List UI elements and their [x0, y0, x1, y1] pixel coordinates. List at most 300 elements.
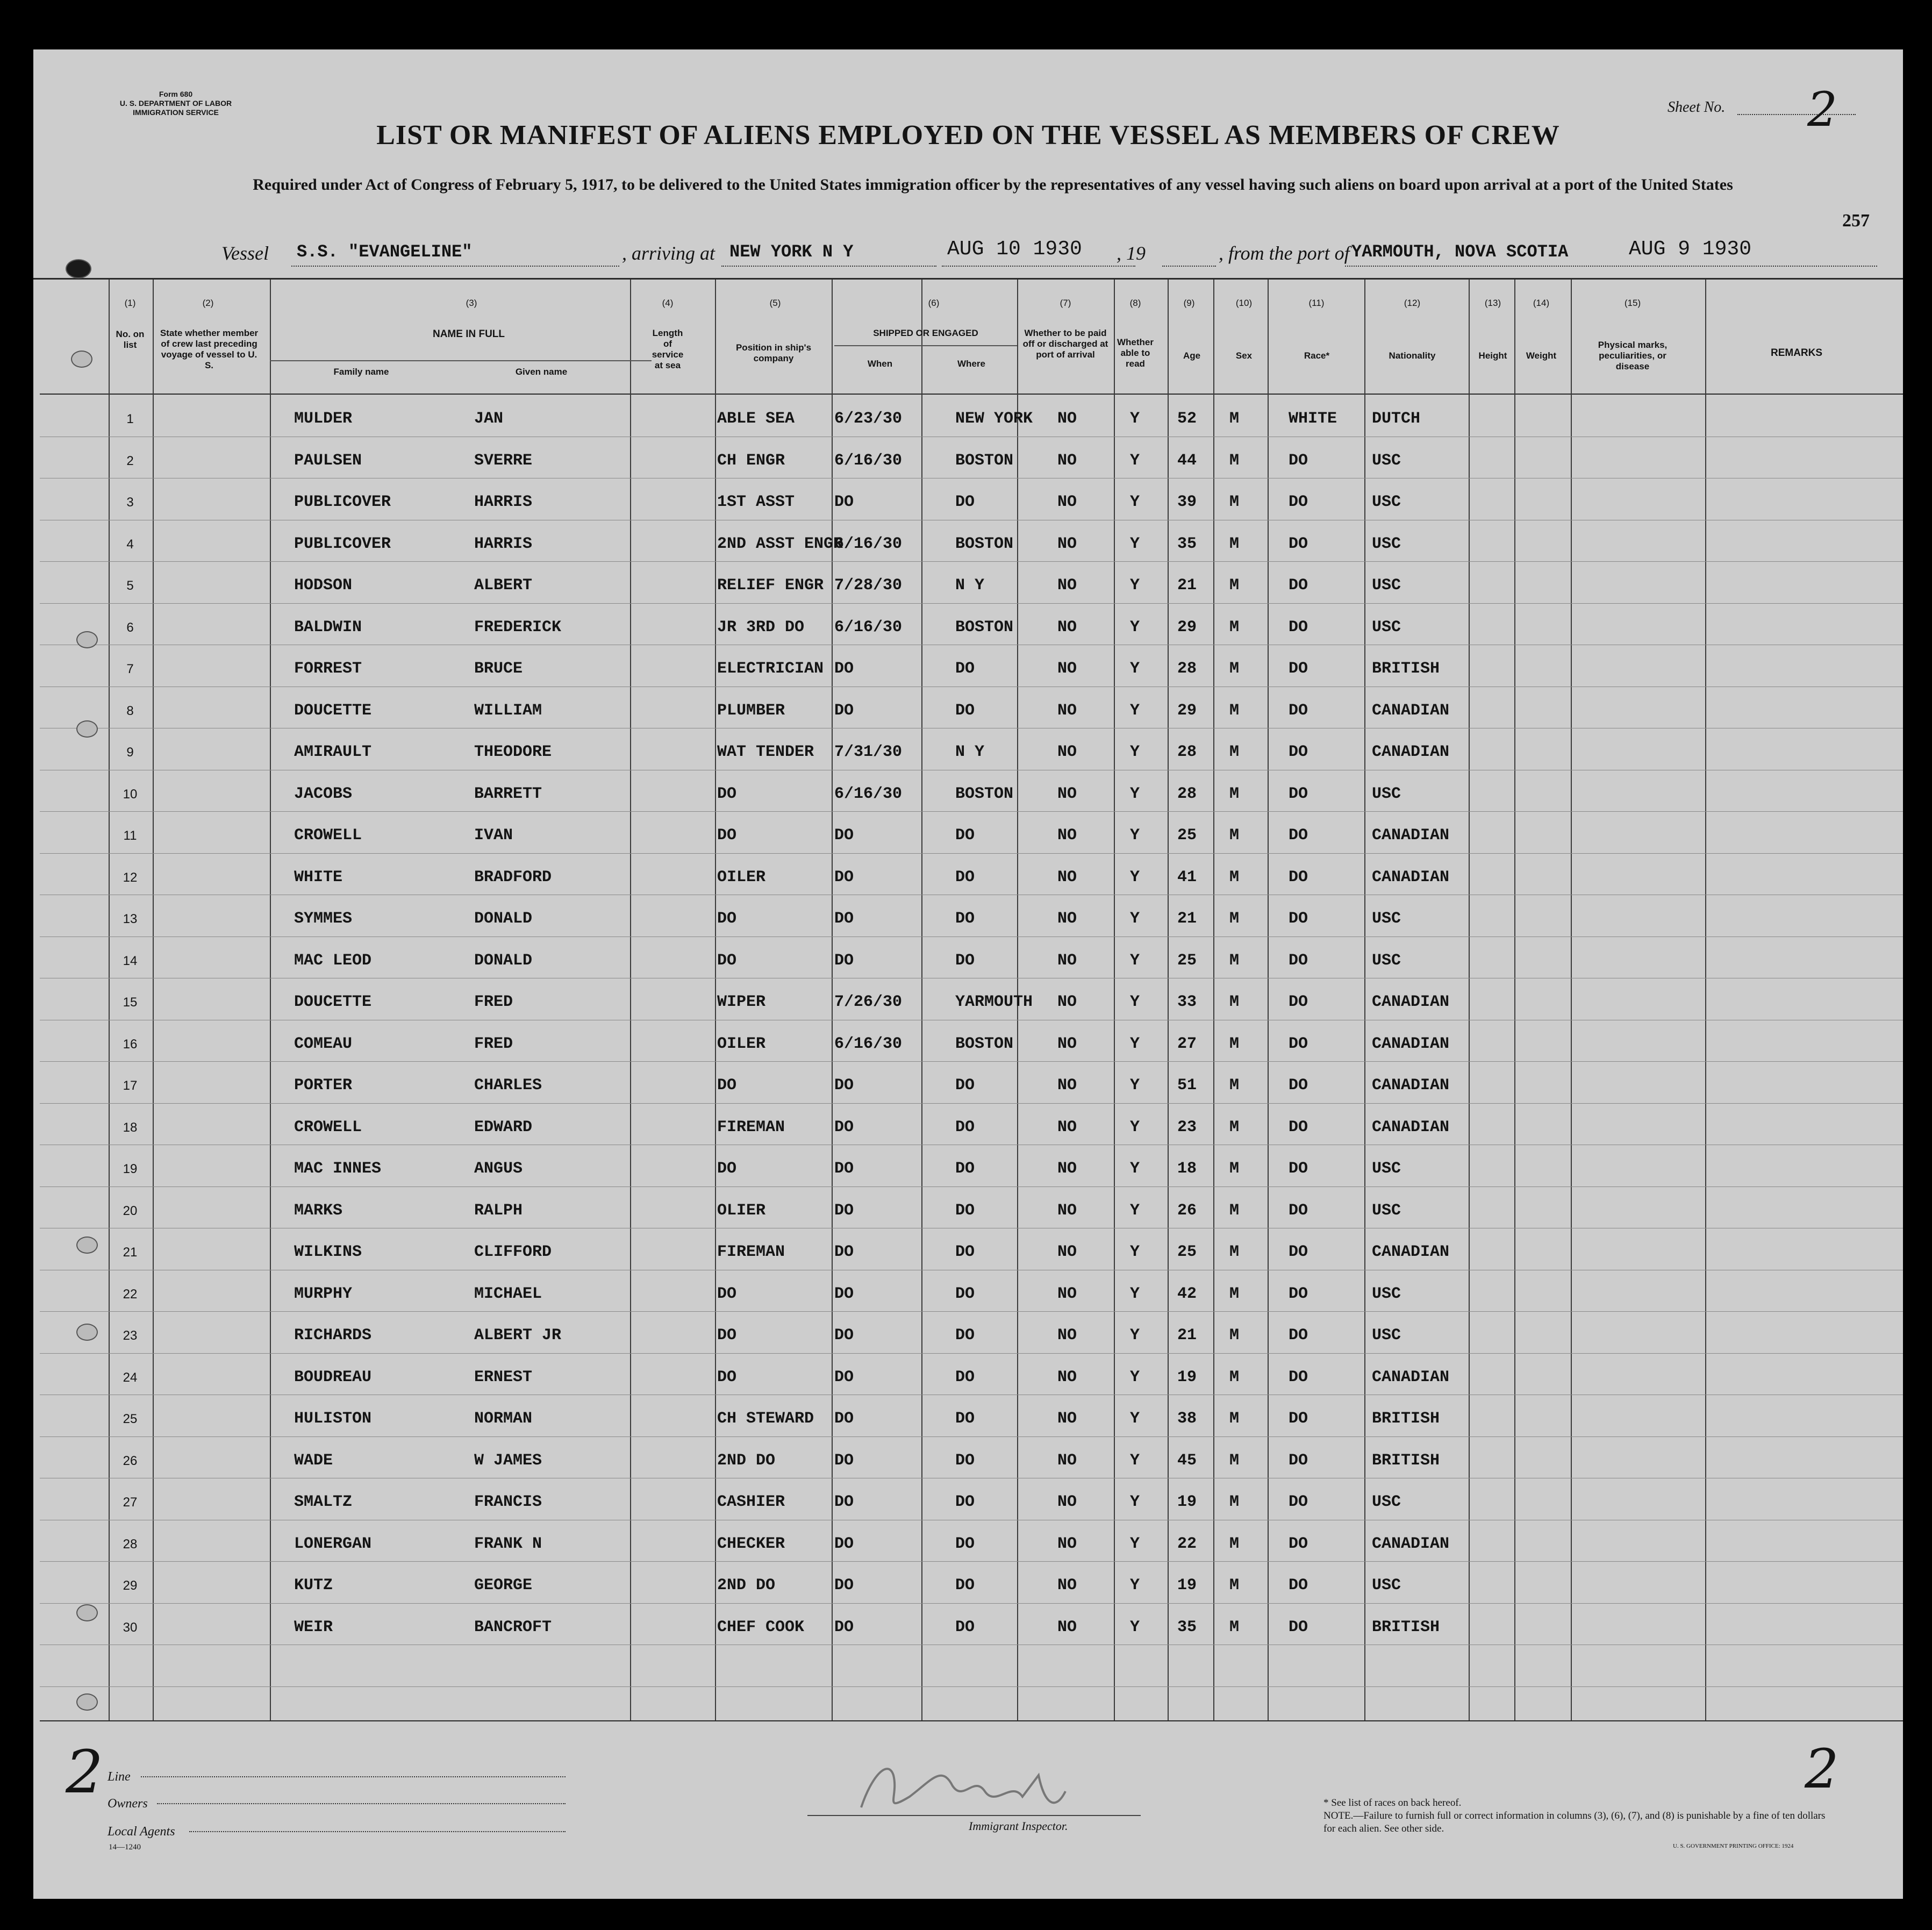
nationality-cell: USC — [1372, 1326, 1401, 1345]
col3-divider — [270, 360, 652, 361]
given-name-cell: DONALD — [474, 952, 533, 970]
family-name-cell: WADE — [294, 1452, 333, 1470]
family-name-cell: KUTZ — [294, 1576, 333, 1595]
family-name-cell: FORREST — [294, 660, 362, 678]
given-name-cell: DONALD — [474, 910, 533, 928]
row-line — [40, 1311, 1903, 1312]
race-cell: DO — [1289, 785, 1308, 803]
given-name-cell: FRED — [474, 993, 513, 1011]
nationality-cell: BRITISH — [1372, 1452, 1440, 1470]
col6-number: (6) — [928, 298, 940, 308]
family-name-cell: WEIR — [294, 1618, 333, 1636]
col14-number: (14) — [1533, 298, 1550, 308]
position-cell: DO — [717, 826, 737, 845]
race-cell: DO — [1289, 702, 1308, 720]
able-to-read-cell: Y — [1130, 952, 1140, 970]
nationality-cell: USC — [1372, 1493, 1401, 1511]
shipped-when-cell: 6/16/30 — [834, 1035, 903, 1053]
able-to-read-cell: Y — [1130, 1285, 1140, 1303]
family-name-cell: WHITE — [294, 868, 343, 887]
shipped-when-cell: DO — [834, 910, 854, 928]
form-line-2: U. S. DEPARTMENT OF LABOR — [119, 99, 232, 108]
shipped-where-cell: DO — [955, 702, 975, 720]
able-to-read-cell: Y — [1130, 1035, 1140, 1053]
paid-off-cell: NO — [1057, 618, 1077, 637]
header-bottom-rule — [40, 394, 1903, 395]
position-cell: ELECTRICIAN — [717, 660, 824, 678]
shipped-when-cell: DO — [834, 868, 854, 887]
row-line — [40, 1103, 1903, 1104]
binding-hole — [66, 259, 91, 278]
shipped-when-cell: 7/26/30 — [834, 993, 903, 1011]
vessel-label: Vessel — [221, 242, 269, 264]
paid-off-cell: NO — [1057, 660, 1077, 678]
paid-off-cell: NO — [1057, 1576, 1077, 1595]
column-line — [1268, 280, 1269, 1720]
given-name-cell: MICHAEL — [474, 1285, 542, 1303]
family-name-cell: WILKINS — [294, 1243, 362, 1261]
age-cell: 23 — [1177, 1118, 1197, 1136]
given-name-cell: THEODORE — [474, 743, 552, 761]
race-cell: DO — [1289, 535, 1308, 553]
sex-cell: M — [1229, 1035, 1240, 1053]
departure-date-stamp: AUG 9 1930 — [1629, 238, 1752, 261]
col1-number: (1) — [124, 298, 136, 308]
paid-off-cell: NO — [1057, 1493, 1077, 1511]
column-line — [1168, 280, 1169, 1720]
able-to-read-cell: Y — [1130, 1160, 1140, 1178]
given-name-cell: CLIFFORD — [474, 1243, 552, 1261]
able-to-read-cell: Y — [1130, 1076, 1140, 1095]
nationality-cell: USC — [1372, 1576, 1401, 1595]
position-cell: DO — [717, 952, 737, 970]
nationality-cell: BRITISH — [1372, 1410, 1440, 1428]
age-cell: 26 — [1177, 1202, 1197, 1220]
age-cell: 29 — [1177, 618, 1197, 637]
position-cell: OILER — [717, 1035, 766, 1053]
able-to-read-cell: Y — [1130, 1452, 1140, 1470]
col7-number: (7) — [1060, 298, 1071, 308]
row-number: 14 — [123, 954, 138, 968]
sex-cell: M — [1229, 618, 1240, 637]
owners-label: Owners — [108, 1797, 148, 1811]
punch-hole — [76, 1236, 98, 1254]
sex-cell: M — [1229, 1410, 1240, 1428]
nationality-cell: USC — [1372, 576, 1401, 595]
arrival-date-stamp: AUG 10 1930 — [947, 238, 1082, 261]
family-name-cell: MURPHY — [294, 1285, 353, 1303]
row-number: 6 — [126, 620, 134, 635]
given-name-cell: W JAMES — [474, 1452, 542, 1470]
column-line — [921, 280, 922, 1720]
arriving-label: , arriving at — [622, 242, 715, 264]
col2-header: State whether member of crew last preceding voyage of vessel to U. S. — [160, 328, 259, 370]
given-name-cell: RALPH — [474, 1202, 523, 1220]
able-to-read-cell: Y — [1130, 1368, 1140, 1386]
paid-off-cell: NO — [1057, 493, 1077, 511]
given-name-cell: SVERRE — [474, 452, 533, 470]
age-cell: 35 — [1177, 1618, 1197, 1636]
position-cell: DO — [717, 1368, 737, 1386]
shipped-where-cell: DO — [955, 1452, 975, 1470]
given-name-cell: BRUCE — [474, 660, 523, 678]
nationality-cell: CANADIAN — [1372, 993, 1450, 1011]
paid-off-cell: NO — [1057, 1368, 1077, 1386]
nationality-cell: USC — [1372, 452, 1401, 470]
race-cell: DO — [1289, 993, 1308, 1011]
family-name-cell: RICHARDS — [294, 1326, 372, 1345]
sex-cell: M — [1229, 910, 1240, 928]
sheet-number: 2 — [1807, 82, 1837, 137]
position-cell: CH ENGR — [717, 452, 785, 470]
sex-cell: M — [1229, 576, 1240, 595]
page-title: LIST OR MANIFEST OF ALIENS EMPLOYED ON THE VESSEL AS MEMBERS OF CREW — [376, 120, 1560, 151]
row-number: 28 — [123, 1537, 138, 1552]
paid-off-cell: NO — [1057, 785, 1077, 803]
position-cell: CHECKER — [717, 1535, 785, 1553]
shipped-where-cell: DO — [955, 1202, 975, 1220]
given-name-cell: GEORGE — [474, 1576, 533, 1595]
race-cell: DO — [1289, 826, 1308, 845]
position-cell: CASHIER — [717, 1493, 785, 1511]
position-cell: FIREMAN — [717, 1243, 785, 1261]
col12-number: (12) — [1404, 298, 1421, 308]
able-to-read-cell: Y — [1130, 1243, 1140, 1261]
shipped-where-cell: DO — [955, 1285, 975, 1303]
race-cell: DO — [1289, 910, 1308, 928]
sex-cell: M — [1229, 1368, 1240, 1386]
row-number: 22 — [123, 1287, 138, 1302]
paid-off-cell: NO — [1057, 410, 1077, 428]
race-cell: WHITE — [1289, 410, 1337, 428]
form-line-3: IMMIGRATION SERVICE — [133, 108, 219, 117]
able-to-read-cell: Y — [1130, 1618, 1140, 1636]
col15-number: (15) — [1624, 298, 1641, 308]
punch-hole — [71, 351, 92, 368]
paid-off-cell: NO — [1057, 1618, 1077, 1636]
form-number — [106, 90, 246, 117]
shipped-when-cell: DO — [834, 493, 854, 511]
family-name-cell: CROWELL — [294, 1118, 362, 1136]
sex-cell: M — [1229, 452, 1240, 470]
page-subtitle: Required under Act of Congress of February 5, 1917, to be delivered to the United States immigration officer by the representatives of any vessel having such aliens on board upon arrival at a port of the United States — [253, 176, 1733, 194]
position-cell: WAT TENDER — [717, 743, 814, 761]
paid-off-cell: NO — [1057, 1076, 1077, 1095]
paid-off-cell: NO — [1057, 993, 1077, 1011]
shipped-where-cell: DO — [955, 1076, 975, 1095]
row-line — [40, 811, 1903, 812]
column-line — [1114, 280, 1115, 1720]
nationality-cell: CANADIAN — [1372, 868, 1450, 887]
handwritten-number-right: 2 — [1805, 1738, 1839, 1800]
col3-given-header: Given name — [515, 367, 568, 377]
given-name-cell: ERNEST — [474, 1368, 533, 1386]
date-underline — [942, 266, 1135, 267]
agents-code: 14—1240 — [109, 1843, 141, 1852]
column-line — [715, 280, 716, 1720]
col10-header: Sex — [1235, 351, 1253, 361]
given-name-cell: FRANK N — [474, 1535, 542, 1553]
row-number: 12 — [123, 870, 138, 885]
race-cell: DO — [1289, 1118, 1308, 1136]
shipped-when-cell: DO — [834, 1576, 854, 1595]
paid-off-cell: NO — [1057, 1410, 1077, 1428]
shipped-where-cell: DO — [955, 1493, 975, 1511]
able-to-read-cell: Y — [1130, 1118, 1140, 1136]
family-name-cell: HULISTON — [294, 1410, 372, 1428]
nationality-cell: USC — [1372, 618, 1401, 637]
row-number: 13 — [123, 912, 138, 926]
row-line — [40, 1061, 1903, 1062]
col4-number: (4) — [662, 298, 674, 308]
family-name-cell: AMIRAULT — [294, 743, 372, 761]
sex-cell: M — [1229, 826, 1240, 845]
row-number: 10 — [123, 787, 138, 802]
sex-cell: M — [1229, 1076, 1240, 1095]
able-to-read-cell: Y — [1130, 410, 1140, 428]
family-name-cell: JACOBS — [294, 785, 353, 803]
age-cell: 28 — [1177, 660, 1197, 678]
position-cell: DO — [717, 1326, 737, 1345]
vessel-underline — [291, 266, 619, 267]
paid-off-cell: NO — [1057, 1202, 1077, 1220]
col3-number: (3) — [466, 298, 477, 308]
shipped-when-cell: DO — [834, 1618, 854, 1636]
line-underline — [141, 1776, 566, 1777]
race-cell: DO — [1289, 1576, 1308, 1595]
row-number: 8 — [126, 704, 134, 718]
nationality-cell: CANADIAN — [1372, 702, 1450, 720]
race-cell: DO — [1289, 1076, 1308, 1095]
col9-number: (9) — [1183, 298, 1195, 308]
column-line — [832, 280, 833, 1720]
race-cell: DO — [1289, 452, 1308, 470]
race-cell: DO — [1289, 1202, 1308, 1220]
shipped-where-cell: DO — [955, 660, 975, 678]
shipped-when-cell: DO — [834, 1368, 854, 1386]
age-cell: 19 — [1177, 1493, 1197, 1511]
col13-header: Height — [1478, 351, 1507, 361]
col6-divider — [834, 345, 1017, 346]
position-cell: 1ST ASST — [717, 493, 795, 511]
col1-header: No. on list — [116, 329, 145, 350]
shipped-where-cell: DO — [955, 1160, 975, 1178]
nationality-cell: USC — [1372, 535, 1401, 553]
sex-cell: M — [1229, 785, 1240, 803]
row-number: 29 — [123, 1578, 138, 1593]
row-number: 20 — [123, 1204, 138, 1218]
race-cell: DO — [1289, 576, 1308, 595]
sex-cell: M — [1229, 1118, 1240, 1136]
race-cell: DO — [1289, 1535, 1308, 1553]
position-cell: DO — [717, 1285, 737, 1303]
position-cell: FIREMAN — [717, 1118, 785, 1136]
shipped-where-cell: NEW YORK — [955, 410, 1033, 428]
arriving-port: NEW YORK N Y — [729, 242, 854, 262]
age-cell: 51 — [1177, 1076, 1197, 1095]
col10-number: (10) — [1235, 298, 1253, 308]
sex-cell: M — [1229, 660, 1240, 678]
age-cell: 25 — [1177, 952, 1197, 970]
row-line — [40, 1353, 1903, 1354]
nationality-cell: CANADIAN — [1372, 743, 1450, 761]
shipped-when-cell: DO — [834, 826, 854, 845]
sex-cell: M — [1229, 1243, 1240, 1261]
given-name-cell: FREDERICK — [474, 618, 562, 637]
shipped-when-cell: DO — [834, 1285, 854, 1303]
shipped-when-cell: 6/16/30 — [834, 452, 903, 470]
position-cell: JR 3RD DO — [717, 618, 805, 637]
position-cell: OLIER — [717, 1202, 766, 1220]
position-cell: ABLE SEA — [717, 410, 795, 428]
given-name-cell: ANGUS — [474, 1160, 523, 1178]
family-name-cell: MAC LEOD — [294, 952, 372, 970]
punch-hole — [76, 1604, 98, 1621]
family-name-cell: PUBLICOVER — [294, 493, 391, 511]
shipped-where-cell: DO — [955, 952, 975, 970]
nationality-cell: USC — [1372, 493, 1401, 511]
sex-cell: M — [1229, 993, 1240, 1011]
sex-cell: M — [1229, 1285, 1240, 1303]
shipped-when-cell: DO — [834, 1326, 854, 1345]
family-name-cell: PORTER — [294, 1076, 353, 1095]
given-name-cell: FRANCIS — [474, 1493, 542, 1511]
paid-off-cell: NO — [1057, 1326, 1077, 1345]
family-name-cell: MAC INNES — [294, 1160, 382, 1178]
position-cell: 2ND DO — [717, 1452, 776, 1470]
sex-cell: M — [1229, 952, 1240, 970]
paid-off-cell: NO — [1057, 910, 1077, 928]
year-underline — [1162, 266, 1216, 267]
family-name-cell: MARKS — [294, 1202, 343, 1220]
row-number: 30 — [123, 1620, 138, 1635]
shipped-when-cell: DO — [834, 1202, 854, 1220]
row-number: 9 — [126, 745, 134, 760]
shipped-when-cell: DO — [834, 660, 854, 678]
shipped-when-cell: DO — [834, 1535, 854, 1553]
age-cell: 19 — [1177, 1576, 1197, 1595]
col11-number: (11) — [1308, 298, 1325, 308]
paid-off-cell: NO — [1057, 952, 1077, 970]
paid-off-cell: NO — [1057, 826, 1077, 845]
sex-cell: M — [1229, 702, 1240, 720]
family-name-cell: SMALTZ — [294, 1493, 353, 1511]
age-cell: 19 — [1177, 1368, 1197, 1386]
paid-off-cell: NO — [1057, 1243, 1077, 1261]
given-name-cell: EDWARD — [474, 1118, 533, 1136]
family-name-cell: BOUDREAU — [294, 1368, 372, 1386]
inspector-underline — [807, 1815, 1141, 1816]
able-to-read-cell: Y — [1130, 785, 1140, 803]
shipped-when-cell: DO — [834, 1076, 854, 1095]
race-cell: DO — [1289, 1452, 1308, 1470]
family-name-cell: DOUCETTE — [294, 702, 372, 720]
handwritten-number-left: 2 — [66, 1738, 103, 1806]
shipped-when-cell: DO — [834, 702, 854, 720]
age-cell: 28 — [1177, 785, 1197, 803]
able-to-read-cell: Y — [1130, 1576, 1140, 1595]
inspector-label: Immigrant Inspector. — [969, 1819, 1068, 1833]
position-cell: 2ND DO — [717, 1576, 776, 1595]
paid-off-cell: NO — [1057, 1035, 1077, 1053]
row-number: 17 — [123, 1078, 138, 1093]
row-line — [40, 603, 1903, 604]
nationality-cell: USC — [1372, 1202, 1401, 1220]
agents-underline — [189, 1831, 566, 1832]
col14-header: Weight — [1526, 351, 1557, 361]
race-cell: DO — [1289, 618, 1308, 637]
vessel-name: S.S. "EVANGELINE" — [297, 242, 473, 262]
position-cell: DO — [717, 910, 737, 928]
nationality-cell: USC — [1372, 910, 1401, 928]
age-cell: 21 — [1177, 576, 1197, 595]
able-to-read-cell: Y — [1130, 826, 1140, 845]
paid-off-cell: NO — [1057, 1118, 1077, 1136]
shipped-where-cell: DO — [955, 1618, 975, 1636]
nationality-cell: DUTCH — [1372, 410, 1421, 428]
race-cell: DO — [1289, 1243, 1308, 1261]
shipped-when-cell: 6/16/30 — [834, 535, 903, 553]
shipped-when-cell: 7/28/30 — [834, 576, 903, 595]
position-cell: CH STEWARD — [717, 1410, 814, 1428]
position-cell: RELIEF ENGR — [717, 576, 824, 595]
nationality-cell: USC — [1372, 952, 1401, 970]
shipped-when-cell: DO — [834, 952, 854, 970]
row-number: 21 — [123, 1245, 138, 1260]
able-to-read-cell: Y — [1130, 535, 1140, 553]
sheet-underline — [1737, 114, 1856, 115]
given-name-cell: ALBERT — [474, 576, 533, 595]
from-underline — [1345, 266, 1877, 267]
sex-cell: M — [1229, 410, 1240, 428]
able-to-read-cell: Y — [1130, 868, 1140, 887]
column-line — [1571, 280, 1572, 1720]
from-port: YARMOUTH, NOVA SCOTIA — [1351, 242, 1569, 262]
shipped-where-cell: YARMOUTH — [955, 993, 1033, 1011]
age-cell: 45 — [1177, 1452, 1197, 1470]
race-cell: DO — [1289, 1326, 1308, 1345]
given-name-cell: BRADFORD — [474, 868, 552, 887]
column-line — [1514, 280, 1515, 1720]
race-cell: DO — [1289, 660, 1308, 678]
paid-off-cell: NO — [1057, 702, 1077, 720]
col11-header: Race* — [1304, 351, 1330, 361]
row-number: 18 — [123, 1120, 138, 1135]
nationality-cell: CANADIAN — [1372, 1535, 1450, 1553]
age-cell: 38 — [1177, 1410, 1197, 1428]
able-to-read-cell: Y — [1130, 743, 1140, 761]
sex-cell: M — [1229, 1326, 1240, 1345]
row-number: 19 — [123, 1162, 138, 1176]
shipped-when-cell: 6/16/30 — [834, 785, 903, 803]
col3-family-header: Family name — [333, 367, 389, 377]
sex-cell: M — [1229, 1202, 1240, 1220]
shipped-where-cell: BOSTON — [955, 618, 1014, 637]
form-line-1: Form 680 — [159, 90, 193, 98]
shipped-where-cell: DO — [955, 1118, 975, 1136]
nationality-cell: CANADIAN — [1372, 1368, 1450, 1386]
paid-off-cell: NO — [1057, 576, 1077, 595]
row-number: 3 — [126, 495, 134, 510]
column-line — [1213, 280, 1214, 1720]
row-line — [40, 1686, 1903, 1687]
column-line — [1364, 280, 1365, 1720]
row-number: 11 — [123, 828, 137, 843]
printer-imprint: U. S. GOVERNMENT PRINTING OFFICE: 1924 — [1673, 1843, 1794, 1849]
given-name-cell: ALBERT JR — [474, 1326, 562, 1345]
sex-cell: M — [1229, 868, 1240, 887]
able-to-read-cell: Y — [1130, 452, 1140, 470]
